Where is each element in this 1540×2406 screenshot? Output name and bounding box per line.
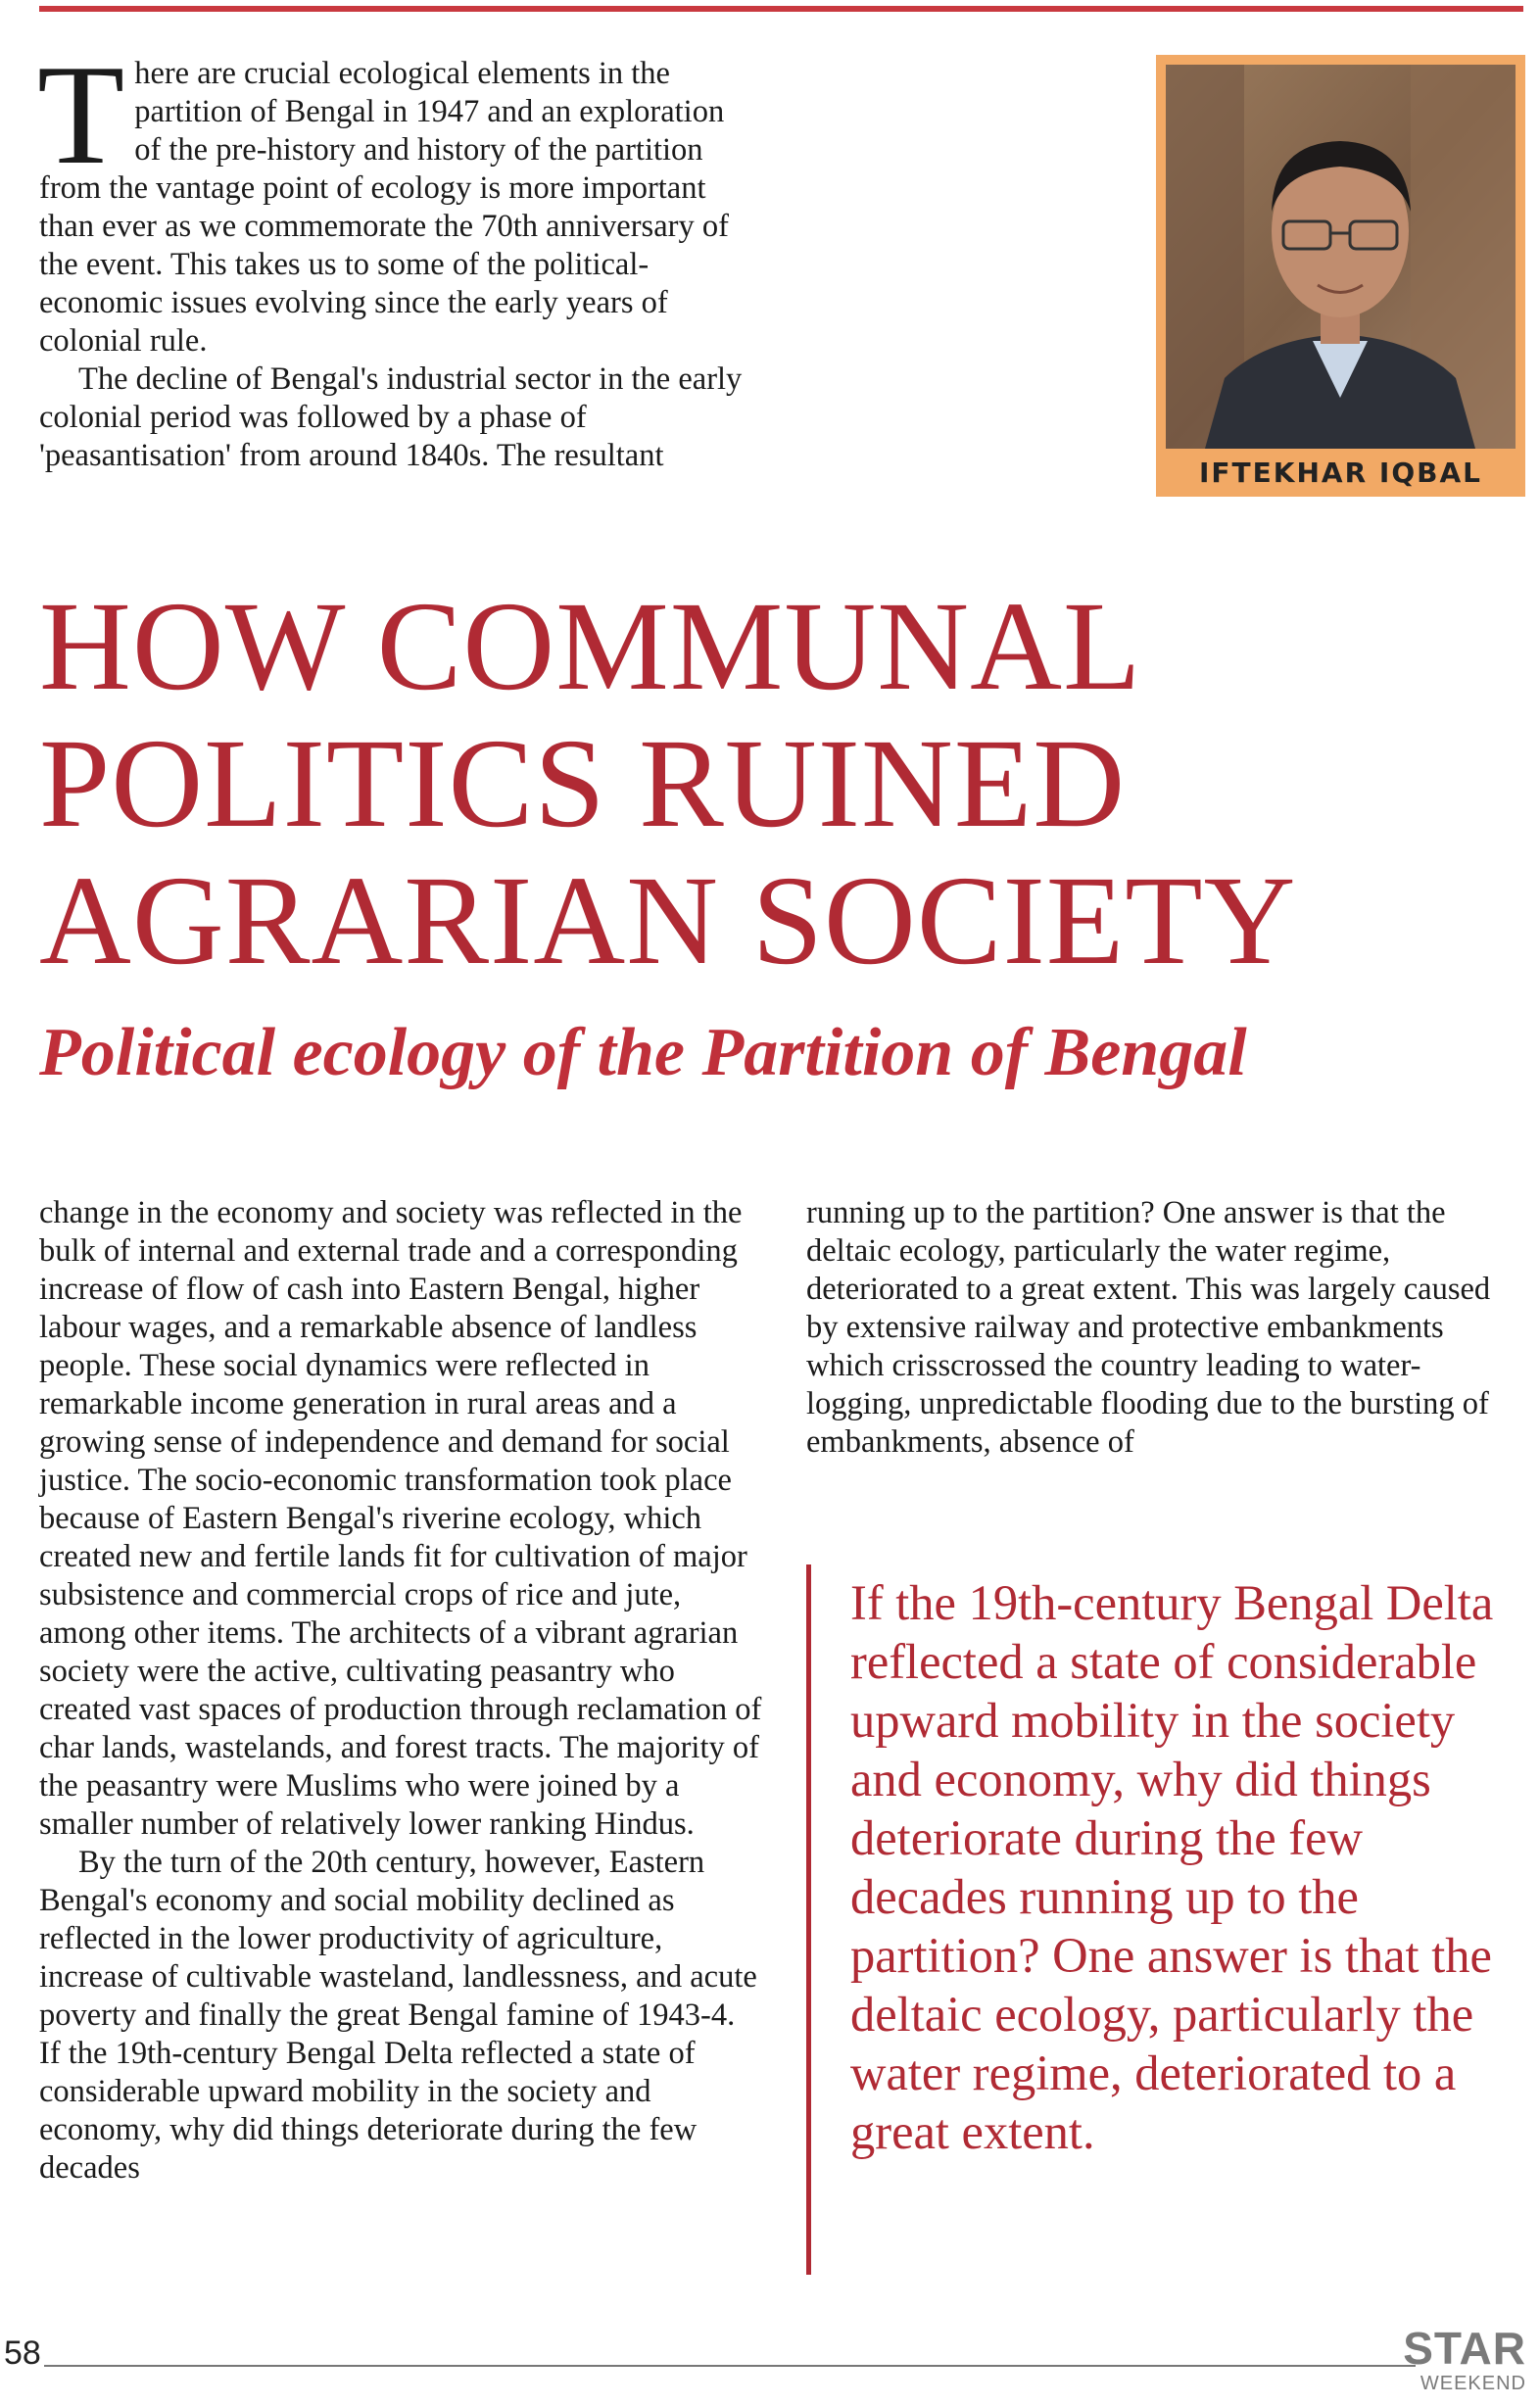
intro-text xyxy=(37,35,745,475)
right-column xyxy=(806,1194,1512,1462)
headline xyxy=(39,578,1528,989)
intro-paragraph-1: here are crucial ecological elements in the partition of Bengal in 1947 and an exploration of the pre-history and history of the partition from the vantage point of ecology is more important than ever as we commemorate the 70th anniversary of the event. This takes us to some of the political-economic issues evolving since the early years of colonial rule. xyxy=(39,56,729,359)
page-number: 58 xyxy=(4,2334,41,2372)
headline-line-2: POLITICS RUINED xyxy=(39,713,1127,854)
brand-logo-weekend: WEEKEND xyxy=(1420,2373,1526,2394)
right-column-paragraph-1: running up to the partition? One answer is that the deltaic ecology, particularly the water regime, deteriorated to a great extent. This was largely caused by extensive railway and protective embankments which crisscrossed the country leading to water-logging, unpredictable flooding due to the bursting of embankments, absence of xyxy=(806,1195,1491,1460)
intro-paragraph-2: The decline of Bengal's industrial sector in the early colonial period was followed by a phase of 'peasantisation' from around 1840s. The resultant xyxy=(39,361,743,473)
left-column xyxy=(39,1194,762,2188)
left-column-paragraph-1: change in the economy and society was reflected in the bulk of internal and external trade and a corresponding increase of flow of cash into Eastern Bengal, higher labour wages, and a remarkable absence of landless people. These social dynamics were reflected in remarkable income generation in rural areas and a growing sense of independence and demand for social justice. The socio-economic transformation took place because of Eastern Bengal's riverine ecology, which created new and fertile lands fit for cultivation of major subsistence and commercial crops of rice and jute, among other items. The architects of a vibrant agrarian society were the active, cultivating peasantry who created vast spaces of production through reclamation of char lands, wastelands, and forest tracts. The majority of the peasantry were Muslims who were joined by a smaller number of relatively lower ranking Hindus. xyxy=(39,1195,762,1842)
author-portrait xyxy=(1166,65,1516,449)
pull-quote: If the 19th-century Bengal Delta reflected a state of considerable upward mobility in the society and economy, why did things deteriorate during the few decades running up to the partition? One answer is that the deltaic ecology, particularly the water regime, deteriorated to a great extent. xyxy=(850,1575,1494,2159)
footer-rule xyxy=(44,2365,1416,2367)
author-name: IFTEKHAR IQBAL xyxy=(1199,457,1482,489)
left-column-paragraph-2: By the turn of the 20th century, however, Eastern Bengal's economy and social mobility declined as reflected in the lower productivity of agriculture, increase of cultivable wasteland, landlessness, and acute poverty and finally the great Bengal famine of 1943-4. If the 19th-century Bengal Delta reflected a state of considerable upward mobility in the society and economy, why did things deteriorate during the few decades xyxy=(39,1845,757,2186)
headline-line-1: HOW COMMUNAL xyxy=(39,576,1142,717)
brand-logo-star: STAR xyxy=(1403,2323,1526,2374)
subtitle: Political ecology of the Partition of Bengal xyxy=(39,1015,1247,1090)
drop-cap: T xyxy=(37,35,125,194)
pull-quote-bar xyxy=(806,1564,811,2275)
author-photo xyxy=(1166,65,1516,449)
author-box xyxy=(1156,55,1525,497)
headline-line-3: AGRARIAN SOCIETY xyxy=(39,850,1297,991)
top-rule xyxy=(39,6,1523,12)
